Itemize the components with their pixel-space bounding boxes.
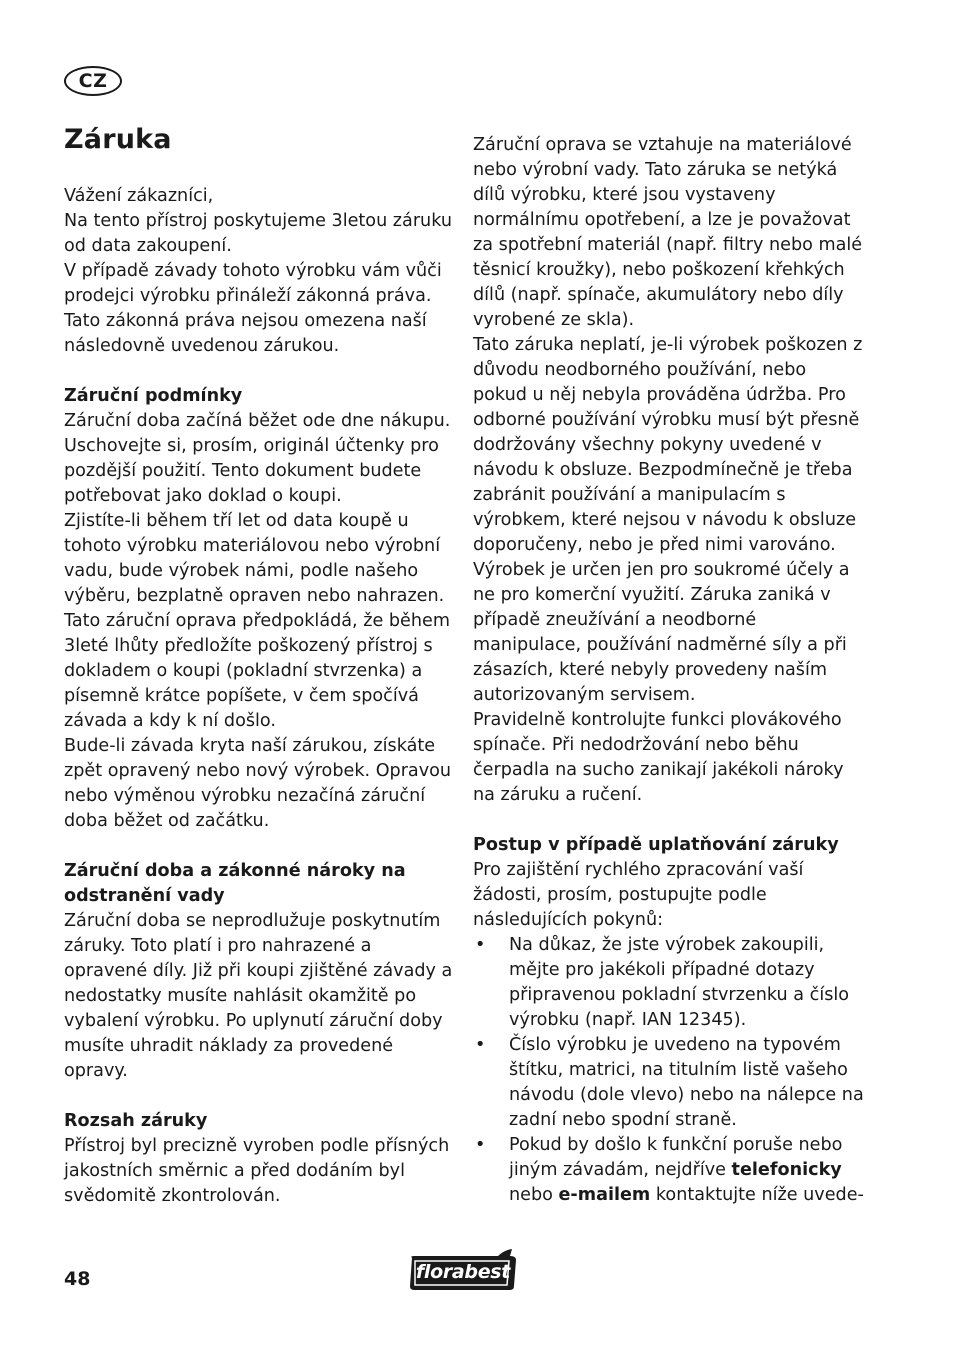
list-item-text-part: Pokud by došlo k funkční poruše nebo jiným závadám, nejdříve <box>509 1135 843 1180</box>
bullet-icon: • <box>475 1135 486 1155</box>
list-item <box>473 1133 865 1208</box>
paragraph: Záruční doba začíná běžet ode dne nákupu. Uschovejte si, prosím, originál účtenky pro pozdější použití. Tento dokument budete potřebovat jako doklad o koupi. <box>64 411 451 506</box>
list-item-text-part: kontaktujte níže uvede- <box>650 1185 864 1205</box>
left-column <box>64 184 456 1209</box>
florabest-logo <box>406 1248 520 1292</box>
emphasis-email: e-mailem <box>558 1185 651 1205</box>
section-heading-warranty-scope: Rozsah záruky <box>64 1111 208 1131</box>
section-heading-claim-procedure: Postup v případě uplatňování záruky <box>473 835 839 855</box>
bullet-icon: • <box>475 935 486 955</box>
list-item-text: Číslo výrobku je uvedeno na typovém štítku, matrici, na titulním listě vašeho návodu (dole vlevo) nebo na nálepce na zadní nebo spodní straně. <box>509 1035 864 1130</box>
page-title: Záruka <box>64 124 172 155</box>
paragraph: Záruční oprava se vztahuje na materiálové nebo výrobní vady. Tato záruka se netýká dílů výrobku, které jsou vystaveny normálnímu opotřebení, a lze je považovat za spotřební materiál (např. filtry nebo malé těsnicí kroužky), nebo poškození křehkých dílů (např. spínače, akumulátory nebo díly vyrobené ze skla). <box>473 135 863 330</box>
paragraph: Pravidelně kontrolujte funkci plovákového spínače. Při nedodržování nebo běhu čerpadla na sucho zanikají jakékoli nároky na záruku a ručení. <box>473 710 844 805</box>
paragraph: Bude-li závada kryta naší zárukou, získáte zpět opravený nebo nový výrobek. Opravou nebo výměnou výrobku nezačíná záruční doba běžet od začátku. <box>64 736 452 831</box>
logo-text: florabest <box>415 1261 511 1283</box>
paragraph: Přístroj byl precizně vyroben podle přísných jakostních směrnic a před dodáním byl svědomitě zkontrolován. <box>64 1136 450 1206</box>
list-item <box>473 933 865 1033</box>
intro-legal-rights: V případě závady tohoto výrobku vám vůči prodejci výrobku přináleží zákonná práva. Tato zákonná práva nejsou omezena naší následovně uvedenou zárukou. <box>64 261 442 356</box>
list-item <box>473 1033 865 1133</box>
instruction-list <box>473 933 865 1208</box>
list-item-text-part: nebo <box>509 1185 559 1205</box>
section-heading-warranty-conditions: Záruční podmínky <box>64 386 243 406</box>
list-item-text: Na důkaz, že jste výrobek zakoupili, mějte pro jakékoli případné dotazy připravenou pokladní stvrzenku a číslo výrobku (např. IAN 12345). <box>509 935 850 1030</box>
paragraph: Tato záruka neplatí, je-li výrobek poškozen z důvodu neodborného používání, nebo pokud u něj nebyla prováděna údržba. Pro odborné používání výrobku musí být přesně dodržovány všechny pokyny uvedené v návodu k obsluze. Bezpodmínečně je třeba zabránit používání a manipulacím s výrobkem, které nejsou v návodu k obsluze doporučeny, nebo je před nimi varováno. Výrobek je určen jen pro soukromé účely a ne pro komerční využití. Záruka zaniká v případě zneužívání a neodborné manipulace, používání nadměrné síly a při zásazích, které nebyly provedeny naším autorizovaným servisem. <box>473 335 863 705</box>
bullet-icon: • <box>475 1035 486 1055</box>
emphasis-telephone: telefonicky <box>731 1160 842 1180</box>
intro-greeting: Vážení zákazníci, <box>64 186 214 206</box>
section-heading-warranty-period: Záruční doba a zákonné nároky na odstranění vady <box>64 861 406 906</box>
page-number: 48 <box>64 1268 91 1290</box>
language-badge: CZ <box>64 66 122 96</box>
right-column <box>473 133 865 1208</box>
paragraph: Zjistíte-li během tří let od data koupě u tohoto výrobku materiálovou nebo výrobní vadu, bude výrobek námi, podle našeho výběru, bezplatně opraven nebo nahrazen. Tato záruční oprava předpokládá, že během 3leté lhůty předložíte poškozený přístroj s dokladem o koupi (pokladní stvrzenka) a písemně krátce popíšete, v čem spočívá závada a kdy k ní došlo. <box>64 511 450 731</box>
intro-warranty-period: Na tento přístroj poskytujeme 3letou záruku od data zakoupení. <box>64 211 453 256</box>
paragraph: Pro zajištění rychlého zpracování vaší žádosti, prosím, postupujte podle následujících pokynů: <box>473 860 804 930</box>
paragraph: Záruční doba se neprodlužuje poskytnutím záruky. Toto platí i pro nahrazené a opravené díly. Již při koupi zjištěné závady a nedostatky musíte nahlásit okamžitě po vybalení výrobku. Po uplynutí záruční doby musíte uhradit náklady za provedené opravy. <box>64 911 453 1081</box>
